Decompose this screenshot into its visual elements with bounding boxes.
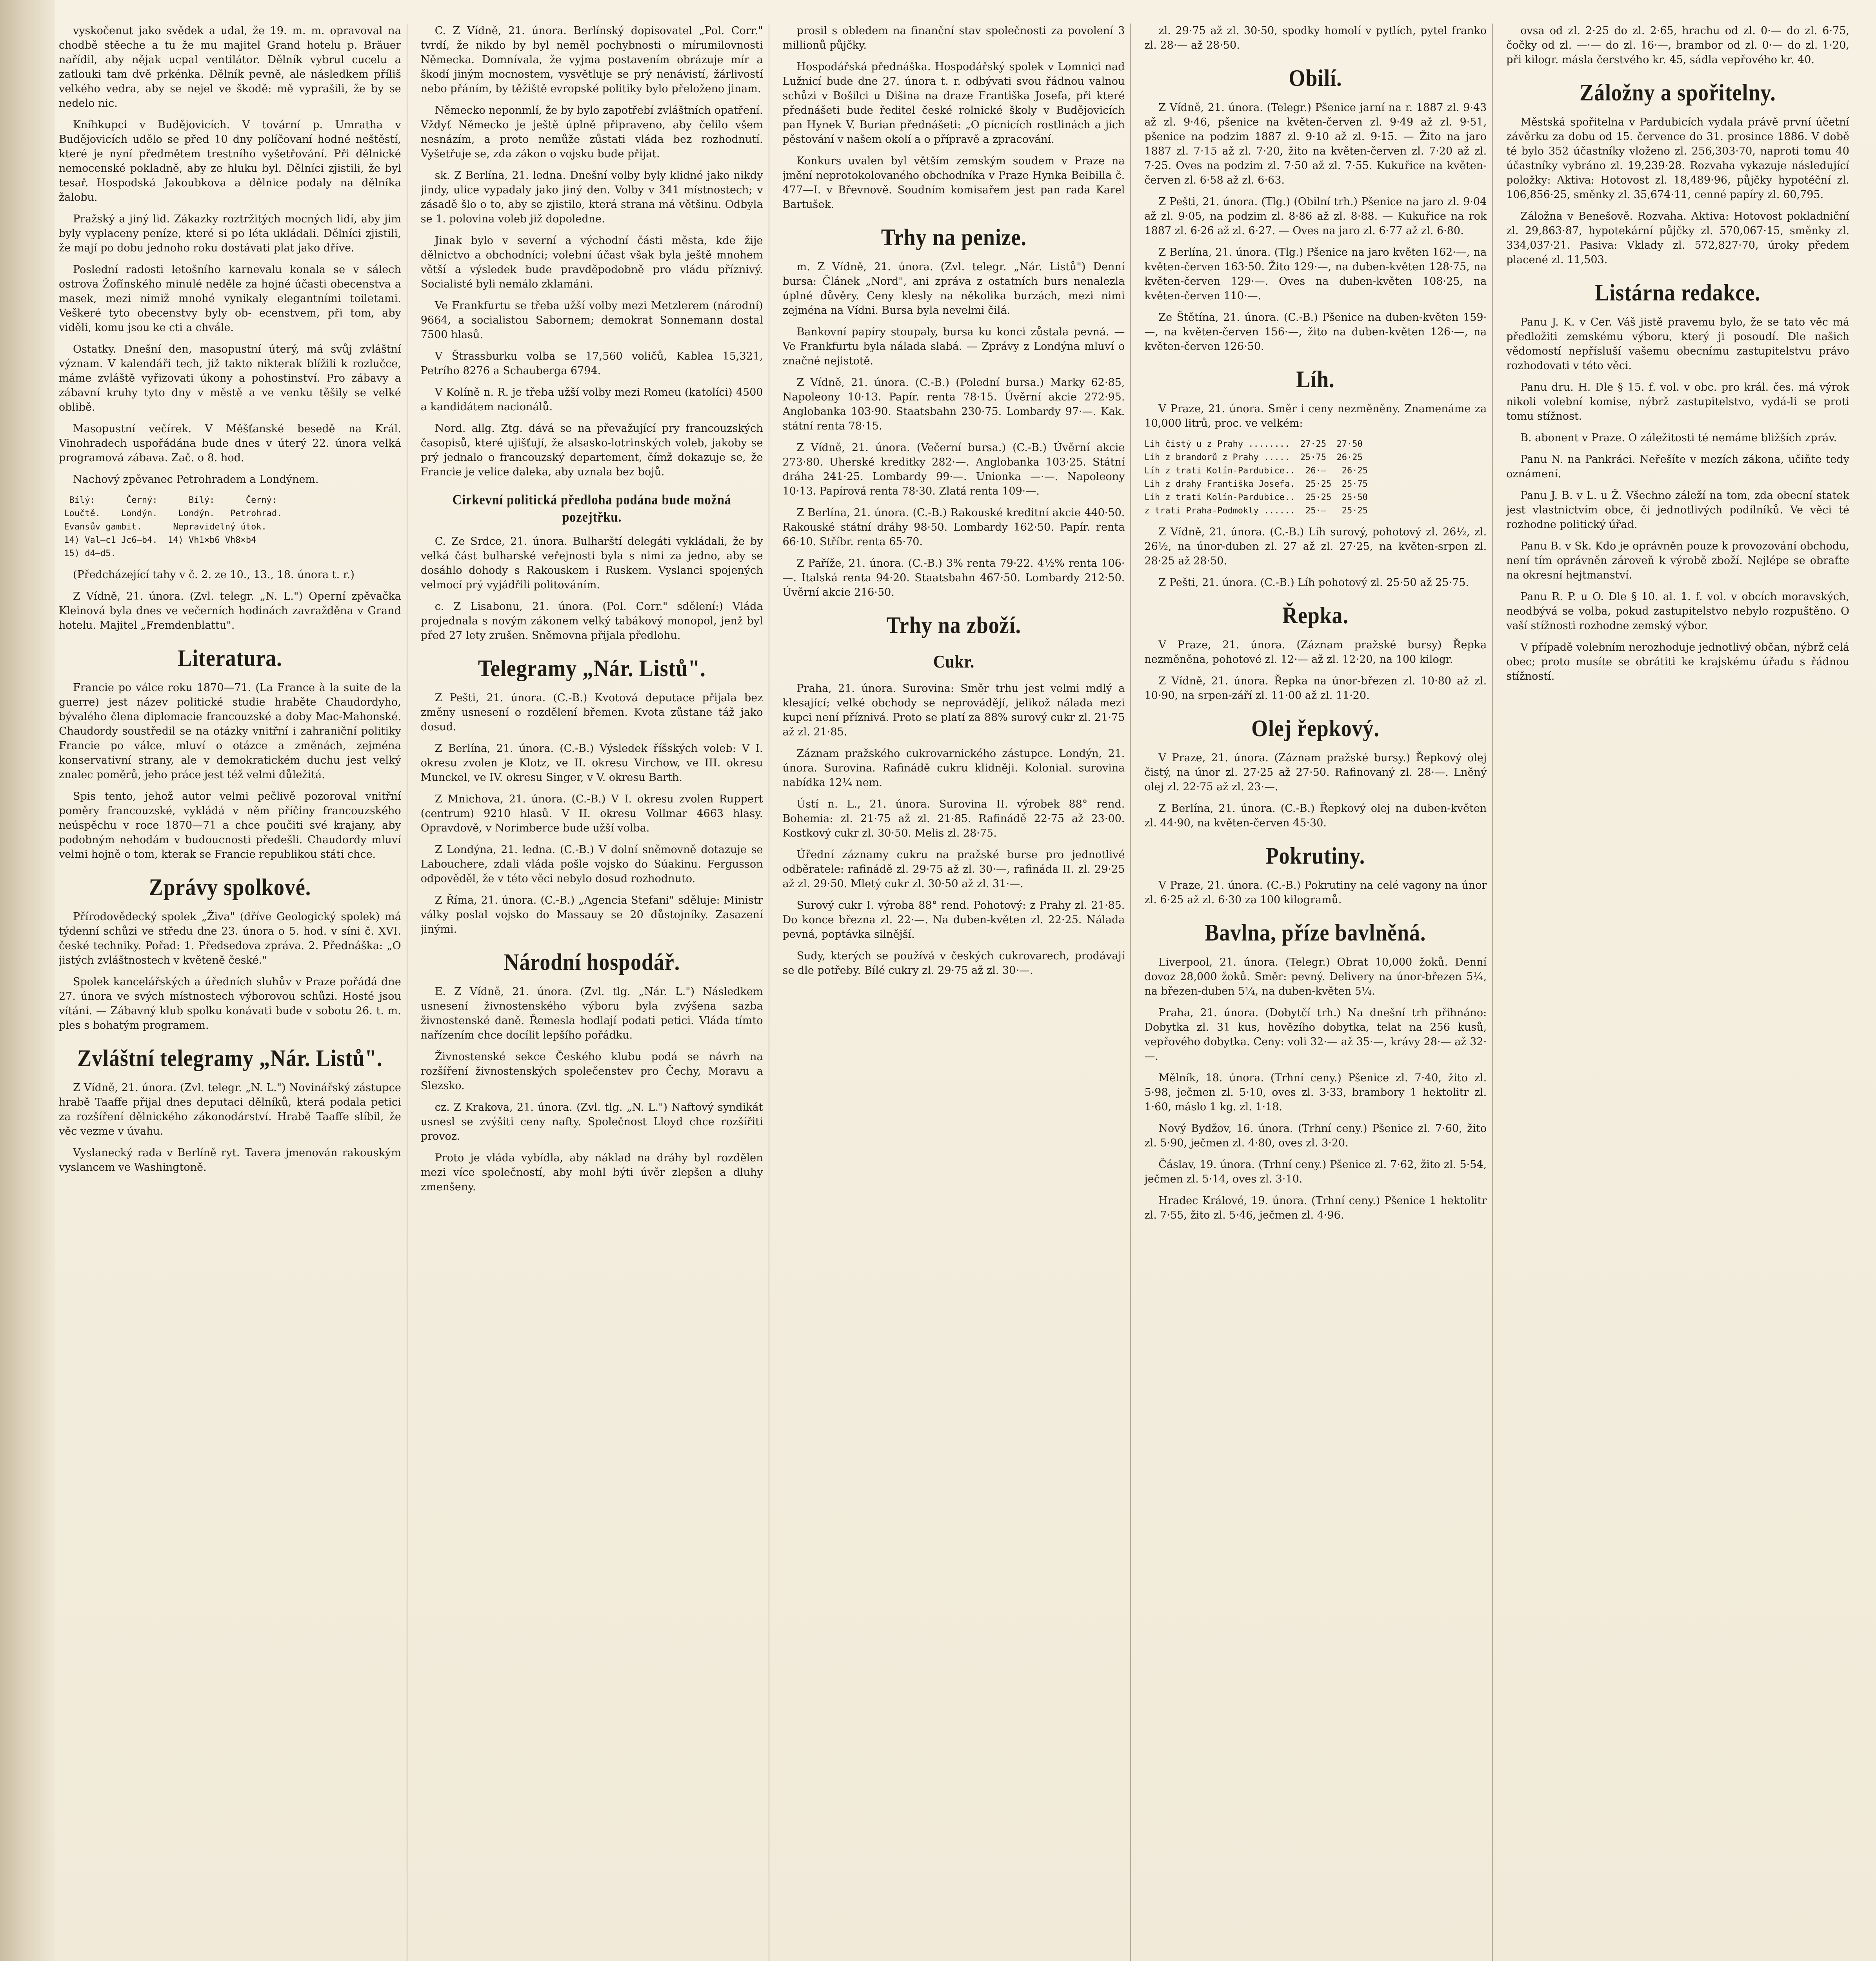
section-heading: Cirkevní politická předloha podána bude možná pozejtřku. xyxy=(452,492,731,525)
article-paragraph: Praha, 21. února. (Dobytčí trh.) Na dnešní trh přihnáno: Dobytka zl. 31 kus, hovězího dobytka, telat na 256 kusů, vepřového dobytka. Ceny: voli 32·— až 35·—, krávy 28·— až 32·—. xyxy=(1144,1007,1487,1062)
section-heading: Bavlna, příze bavlněná. xyxy=(1205,920,1426,946)
article-paragraph: V Kolíně n. R. je třeba užší volby mezi Romeu (katolíci) 4500 a kandidátem nacionálů. xyxy=(420,386,763,413)
article-paragraph: Živnostenské sekce Českého klubu podá se návrh na rozšíření živnostenských společenstev pro Čechy, Moravu a Slezsko. xyxy=(420,1051,763,1092)
article-paragraph: Z Vídně, 21. února. (Večerní bursa.) (C.-B.) Úvěrní akcie 273·80. Uherské kreditky 282·—. Anglobanka 103·25. Státní dráha 241·25. Lombardy 99·—. Unionka —·—. Napoleony 10·13. Papírová renta 78·30. Zlatá renta 109·—. xyxy=(782,442,1125,497)
article-paragraph: Konkurs uvalen byl větším zemským soudem v Praze na jmění neprotokolovaného obchodníka v Praze Hynka Beibilla č. 477—I. v Břevnově. Soudním komisařem jest pan rada Karel Bartušek. xyxy=(782,155,1125,211)
article-paragraph: Z Berlína, 21. února. (C.-B.) Řepkový olej na duben-květen zl. 44·90, na květen-červen 45·30. xyxy=(1144,802,1487,829)
section-heading: Pokrutiny. xyxy=(1266,843,1365,869)
binding-fold xyxy=(0,0,55,1961)
article-paragraph: Panu J. B. v L. u Ž. Všechno záleží na tom, zda obecní statek jest vlastnictvím obce, či jednotlivých podílníků. Ve věci té rozhodne politický úřad. xyxy=(1506,489,1849,531)
article-paragraph: Z Říma, 21. února. (C.-B.) „Agencia Stefani" sděluje: Ministr války poslal vojsko do Massauy se 20 důstojníky. Zasazení jinými. xyxy=(420,894,763,935)
article-paragraph: V případě volebním nerozhoduje jednotlivý občan, nýbrž celá obec; proto musíte se obrátiti ke krajskému úřadu s řádnou stížností. xyxy=(1506,641,1849,682)
article-paragraph: ovsa od zl. 2·25 do zl. 2·65, hrachu od zl. 0·— do zl. 6·75, čočky od zl. —·— do zl. 16·—, brambor od zl. 0·— do zl. 1·20, při kilogr. másla čerstvého kr. 45, sádla vepřového kr. 40. xyxy=(1506,25,1849,66)
section-heading: Olej řepkový. xyxy=(1251,715,1380,741)
section-heading: Líh. xyxy=(1296,366,1335,392)
article-paragraph: Záznam pražského cukrovarnického zástupce. Londýn, 21. února. Surovina. Rafinádě cukru klidněji. Kolonial. surovina nabídka 12¼ nem. xyxy=(782,748,1125,789)
article-paragraph: Ze Štětína, 21. února. (C.-B.) Pšenice na duben-květen 159·—, na květen-červen 156·—, žito na duben-květen 126·—, na květen-červen 126·50. xyxy=(1144,311,1487,353)
article-paragraph: B. abonent v Praze. O záležitosti té nemáme bližších zpráv. xyxy=(1520,432,1837,444)
article-paragraph: c. Z Lisabonu, 21. února. (Pol. Corr." sdělení:) Vláda projednala s novým zákonem velký tabákový monopol, jenž byl před 27 lety zrušen. Sněmovna přijala předlohu. xyxy=(420,600,763,642)
section-heading: Cukr. xyxy=(933,651,974,671)
article-paragraph: Nachový zpěvanec Petrohradem a Londýnem. xyxy=(73,473,319,486)
article-paragraph: V Praze, 21. února. (Záznam pražské bursy.) Řepkový olej čistý, na únor zl. 27·25 až 27·50. Rafinovaný zl. 28·—. Lněný olej zl. 22·75 až zl. 23·—. xyxy=(1144,752,1487,793)
article-paragraph: V Praze, 21. února. (Záznam pražské bursy) Řepka nezměněna, pohotové zl. 12·— až zl. 12·20, na 100 kilogr. xyxy=(1144,639,1487,666)
article-paragraph: vyskočenut jako svědek a udal, že 19. m. m. opravoval na chodbě stěeche a tu že mu majitel Grand hotelu p. Bräuer nařídil, aby nějak ucpal ventilátor. Dělník vybrul cucelu a zatlouki tam dvě prkénka. Dělník pevně, ale následkem příliš velkého vedra, aby se nejel ve škodě: mě vyprašili, že by se nedelo nic. xyxy=(59,25,401,109)
article-paragraph: Liverpool, 21. února. (Telegr.) Obrat 10,000 žoků. Denní dovoz 28,000 žoků. Směr: pevný. Delivery na únor-březen 5¼, na březen-duben 5¼, na duben-květen 5¼. xyxy=(1144,956,1487,997)
article-paragraph: Vyslanecký rada v Berlíně ryt. Tavera jmenován rakouským vyslancem ve Washingtoně. xyxy=(59,1147,401,1173)
article-paragraph: Panu N. na Pankráci. Neřešíte v mezích zákona, učiňte tedy oznámení. xyxy=(1506,453,1849,480)
article-paragraph: Spis tento, jehož autor velmi pečlivě pozoroval vnitřní poměry francouzské, vykládá v něm příčiny francouzského neúspěchu v roce 1870—71 a chce poučiti své krajany, aby podobným nehodám v budoucnosti předešli. Chaudordy mluví velmi hojně o tom, kterak se Francie republikou státi chce. xyxy=(59,790,401,860)
article-paragraph: Hradec Králové, 19. února. (Trhní ceny.) Pšenice 1 hektolitr zl. 7·55, žito zl. 5·46, ječmen zl. 4·96. xyxy=(1144,1195,1487,1221)
article-paragraph: Ústí n. L., 21. února. Surovina II. výrobek 88° rend. Bohemia: zl. 21·75 až zl. 21·85. Rafinádě 22·75 až 23·00. Kostkový cukr zl. 30·50. Melis zl. 28·75. xyxy=(782,798,1125,839)
article-paragraph: Bankovní papíry stoupaly, bursa ku konci zůstala pevná. — Ve Frankfurtu byla nálada slabá. — Zprávy z Londýna mluví o značné nejistotě. xyxy=(782,326,1125,367)
column-2 xyxy=(421,24,769,1961)
section-heading: Záložny a spořitelny. xyxy=(1580,80,1776,106)
article-paragraph: Přírodovědecký spolek „Živa" (dříve Geologický spolek) má týdenní schůzi ve středu dne 23. února o 5. hod. v síni č. XVI. české techniky. Pořad: 1. Předsedova zpráva. 2. Přednáška: „O jistých zvláštnostech v květeně české." xyxy=(59,911,401,966)
article-paragraph: Panu R. P. u O. Dle § 10. al. 1. f. vol. v obcích moravských, neodbývá se volba, pokud zastupitelstvo nebylo rozpuštěno. O vaší stížnosti rozhodne zemský výbor. xyxy=(1506,591,1849,632)
section-heading: Literatura. xyxy=(178,645,282,671)
article-paragraph: Surový cukr I. výroba 88° rend. Pohotový: z Prahy zl. 21·85. Do konce března zl. 22·—. Na duben-květen zl. 22·25. Nálada pevná, poptávka silnější. xyxy=(782,899,1125,940)
article-paragraph: Panu dru. H. Dle § 15. f. vol. v obc. pro král. čes. má výrok nikoli volební komise, nýbrž zastupitelstvo, vydá-li se proti tomu stížnost. xyxy=(1506,381,1849,422)
article-paragraph: Panu B. v Sk. Kdo je oprávněn pouze k provozování obchodu, není tím oprávněn zároveň k výrobě zboží. Nejlépe se obraťte na okresní hejtmanství. xyxy=(1506,540,1849,581)
section-heading: Obilí. xyxy=(1289,65,1342,91)
section-heading: Národní hospodář. xyxy=(504,949,680,975)
article-paragraph: Z Paříže, 21. února. (C.-B.) 3% renta 79·22. 4½% renta 106·—. Italská renta 94·20. Staatsbahn 467·50. Lombardy 212·50. Úvěrní akcie 216·50. xyxy=(782,557,1125,598)
column-5 xyxy=(1506,24,1855,1961)
article-paragraph: Poslední radosti letošního karnevalu konala se v sálech ostrova Žofínského minulé neděle za hojné účasti obecenstva a masek, mezi nimiž mnohé vynikaly elegantními toiletami. Veškeré tyto obecenstvy byly ob- ecenstvem, při tom, aby viděli, komu jsou ke cti a chvále. xyxy=(59,264,401,334)
price-table: Bílý: Černý: Bílý: Černý: Loučtě. Londýn. Londýn. Petrohrad. Evansův gambit. Nepravidelný útok. 14) Val—c1 Jc6—b4. 14) Vh1×b6 Vh8×b4 15) d4—d5. xyxy=(64,495,282,558)
article-paragraph: Z Vídně, 21. února. (Zvl. telegr. „N. L.") Novinářský zástupce hrabě Taaffe přijal dnes deputaci dělníků, která podala petici za rozšíření dělnického zákonodárství. Hrabě Taaffe slíbil, že věc vezme v úvahu. xyxy=(59,1082,401,1137)
article-paragraph: Z Vídně, 21. února. Řepka na únor-březen zl. 10·80 až zl. 10·90, na srpen-září zl. 11·00 až zl. 11·20. xyxy=(1144,675,1487,702)
article-paragraph: V Praze, 21. února. Směr i ceny nezměněny. Znamenáme za 10,000 litrů, proc. ve velkém: xyxy=(1144,403,1487,429)
section-heading: Telegramy „Nár. Listů". xyxy=(478,655,706,681)
article-paragraph: Z Berlína, 21. února. (Tlg.) Pšenice na jaro květen 162·—, na květen-červen 163·50. Žito 129·—, na duben-květen 128·75, na květen-červen 129·—. Oves na duben-květen 108·25, na květen-červen 110·—. xyxy=(1144,246,1487,302)
article-paragraph: Kníhkupci v Budějovicích. V tovární p. Umratha v Budějovicích udělo se před 10 dny políčovaní hodné neštěstí, které je nyní předmětem trestního vyšetřování. Při dělnické nemocenské pokladně, aby ze hluku byl. Dělníci zjistili, že byl tesař. Hospodská Jakoubkova a dělnice podaly na dělníka žalobu. xyxy=(59,119,401,204)
price-table: Líh čistý u z Prahy ........ 27·25 27·50 Líh z brandorů z Prahy ..... 25·75 26·25 Líh z trati Kolín-Pardubice.. 26·— 26·25 Líh z drahy Františka Josefa. 25·25 25·75 Líh z trati Kolín-Pardubice.. 25·25 25·50 z trati Praha-Podmokly ...... 25·— 25·25 xyxy=(1144,439,1368,516)
article-paragraph: Z Pešti, 21. února. (Tlg.) (Obilní trh.) Pšenice na jaro zl. 9·04 až zl. 9·05, na podzim zl. 8·86 až zl. 8·88. — Kukuřice na rok 1887 zl. 6·26 až zl. 6·27. — Oves na jaro zl. 6·77 až zl. 6·80. xyxy=(1144,196,1487,237)
article-paragraph: Čáslav, 19. února. (Trhní ceny.) Pšenice zl. 7·62, žito zl. 5·54, ječmen zl. 5·14, oves zl. 3·10. xyxy=(1144,1159,1487,1185)
article-paragraph: Z Berlína, 21. února. (C.-B.) Rakouské kreditní akcie 440·50. Rakouské státní dráhy 98·50. Lombardy 162·50. Papír. renta 66·10. Stříbr. renta 65·70. xyxy=(782,507,1125,548)
article-paragraph: C. Z Vídně, 21. února. Berlínský dopisovatel „Pol. Corr." tvrdí, že nikdo by byl neměl pochybnosti o mírumilovnosti Německa. Domnívala, že vyjma postavením obrázuje mír a škodí jiným mocnostem, vysvětluje se prý nenávistí, žárlivostí nebo přáním, by těžiště evropské politiky bylo přeloženo jinam. xyxy=(420,25,763,95)
column-grid xyxy=(59,24,1855,1961)
article-paragraph: m. Z Vídně, 21. února. (Zvl. telegr. „Nár. Listů") Denní bursa: Článek „Nord", ani zpráva z ostatních burs nenalezla úplné důvěry. Ceny klesly na několika burzách, mezi nimi zejména na Vídni. Bursa byla nevelmi čilá. xyxy=(782,261,1125,317)
article-paragraph: Z Vídně, 21. února. (Zvl. telegr. „N. L.") Operní zpěvačka Kleinová byla dnes ve večerních hodinách zavražděna v Grand hotelu. Majitel „Fremdenblattu". xyxy=(59,590,401,631)
column-1 xyxy=(59,24,407,1961)
article-paragraph: Nový Bydžov, 16. února. (Trhní ceny.) Pšenice zl. 7·60, žito zl. 5·90, ječmen zl. 4·80, oves zl. 3·20. xyxy=(1144,1122,1487,1149)
column-4 xyxy=(1144,24,1493,1961)
article-paragraph: Městská spořitelna v Pardubicích vydala právě první účetní závěrku za dobu od 15. července do 31. prosince 1886. V době té bylo 352 účastníky vloženo zl. 256,303·70, naproti tomu 40 účastníky vybráno zl. 19,239·28. Rozvaha vykazuje následující položky: Aktiva: Hotovost zl. 18,489·96, půjčky hypotéční zl. 106,856·25, směnky zl. 35,674·11, cenné papíry zl. 60,795. xyxy=(1506,116,1849,201)
article-paragraph: Německo neponmlí, že by bylo zapotřebí zvláštních opatření. Vždyť Německo je ještě úplně připraveno, aby čelilo všem nesnázím, a proto nemůže zůstati vláda bez rozhodnutí. Vyšetřuje se, zda zákon o vojsku bude přijat. xyxy=(420,104,763,160)
article-paragraph: Z Vídně, 21. února. (Telegr.) Pšenice jarní na r. 1887 zl. 9·43 až zl. 9·46, pšenice na květen-červen zl. 9·49 až zl. 9·51, pšenice na podzim 1887 zl. 9·10 až zl. 9·15. — Žito na jaro 1887 zl. 7·15 až zl. 7·20, žito na květen-červen zl. 7·20 až zl. 7·25. Oves na podzim zl. 7·50 až zl. 7·55. Kukuřice na květen-červen zl. 6·58 až zl. 6·63. xyxy=(1144,102,1487,186)
article-paragraph: Mělník, 18. února. (Trhní ceny.) Pšenice zl. 7·40, žito zl. 5·98, ječmen zl. 5·10, oves zl. 3·33, brambory 1 hektolitr zl. 1·60, máslo 1 kg. zl. 1·18. xyxy=(1144,1072,1487,1113)
article-paragraph: Z Berlína, 21. února. (C.-B.) Výsledek říšských voleb: V I. okresu zvolen je Klotz, ve II. okresu Virchow, ve III. okresu Munckel, ve IV. okresu Singer, v V. okresu Barth. xyxy=(420,742,763,784)
article-paragraph: cz. Z Krakova, 21. února. (Zvl. tlg. „N. L.") Naftový syndikát usnesl se zvýšiti ceny nafty. Společnost Lloyd chce rozšířiti provoz. xyxy=(420,1101,763,1142)
article-paragraph: V Štrassburku volba se 17,560 voličů, Kablea 15,321, Petrího 8276 a Schauberga 6794. xyxy=(420,350,763,377)
article-paragraph: Praha, 21. února. Surovina: Směr trhu jest velmi mdlý a klesající; velké obchody se neprovádějí, jelikož nálada mezi kupci není příznivá. Proto se platí za 88% surový cukr zl. 21·75 až zl. 21·85. xyxy=(782,682,1125,738)
article-paragraph: Úřední záznamy cukru na pražské burse pro jednotlivé odběratele: rafinádě zl. 29·75 až zl. 30·—, rafináda II. zl. 29·25 až zl. 29·50. Mletý cukr zl. 30·50 až zl. 31·—. xyxy=(782,849,1125,890)
section-heading: Zprávy spolkové. xyxy=(149,874,311,900)
article-paragraph: prosil s obledem na finanční stav společnosti za povolení 3 millionů půjčky. xyxy=(782,25,1125,51)
article-paragraph: sk. Z Berlína, 21. ledna. Dnešní volby byly klidné jako nikdy jindy, ulice vypadaly jako jiný den. Volby v 341 místnostech; v zásadě šlo o to, aby se zjistilo, která strana má většinu. Odbyla se 1. polovina voleb již dopoledne. xyxy=(420,169,763,225)
article-paragraph: (Předcházející tahy v č. 2. ze 10., 13., 18. února t. r.) xyxy=(73,569,354,581)
article-paragraph: V Praze, 21. února. (C.-B.) Pokrutiny na celé vagony na únor zl. 6·25 až zl. 6·30 za 100 kilogramů. xyxy=(1144,879,1487,906)
section-heading: Trhy na zboží. xyxy=(886,612,1021,638)
article-paragraph: Masopustní večírek. V Měšťanské besedě na Král. Vinohradech uspořádána bude dnes v úterý 22. února velká programová zábava. Zač. o 8. hod. xyxy=(59,423,401,464)
article-paragraph: zl. 29·75 až zl. 30·50, spodky homolí v pytlích, pytel franko zl. 28·— až 28·50. xyxy=(1144,25,1487,51)
article-paragraph: E. Z Vídně, 21. února. (Zvl. tlg. „Nár. L.") Následkem usnesení živnostenského výboru byla zvýšena sazba živnostenské daně. Řemesla hodlají podati petici. Vláda tímto nařízením chce docílit lepšího pořádku. xyxy=(420,986,763,1041)
article-paragraph: Z Pešti, 21. února. (C.-B.) Líh pohotový zl. 25·50 až 25·75. xyxy=(1158,577,1469,589)
article-paragraph: Hospodářská přednáška. Hospodářský spolek v Lomnici nad Lužnicí bude dne 27. února t. r. odbývati svou řádnou valnou schůzi v Bošilci u Dišina na draze Františka Josefa, při které přednášeti bude ředitel české rolnické školy v Budějovicích pan Hynek V. Burian přednášeti: „O pícnicích rostlinách a jich pěstování v našem okolí a o přípravě a zpracování. xyxy=(782,61,1125,146)
section-heading: Listárna redakce. xyxy=(1595,280,1761,306)
article-paragraph: Z Vídně, 21. února. (C.-B.) Líh surový, pohotový zl. 26½, zl. 26½, na únor-duben zl. 27 až zl. 27·25, na květen-srpen zl. 28·25 až 28·50. xyxy=(1144,526,1487,567)
article-paragraph: Nord. allg. Ztg. dává se na převažující pry francouzských časopisů, které ujišťují, že alsasko-lotrinských voleb, jakoby se prý jednalo o francouzský departement, čímž dokazuje se, že Francie je velice daleka, aby uznala bez bojů. xyxy=(420,422,763,478)
article-paragraph: Sudy, kterých se používá v českých cukrovarech, prodávají se dle potřeby. Bílé cukry zl. 29·75 až zl. 30·—. xyxy=(782,950,1125,977)
article-paragraph: Z Mnichova, 21. února. (C.-B.) V I. okresu zvolen Ruppert (centrum) 9210 hlasů. V II. okresu Vollmar 4663 hlasy. Opravdově, v Norimberce bude užší volba. xyxy=(420,793,763,834)
article-paragraph: Záložna v Benešově. Rozvaha. Aktiva: Hotovost pokladniční zl. 29,863·87, hypotekární půjčky zl. 570,067·15, směnky zl. 334,037·21. Pasiva: Vklady zl. 572,827·70, úroky předem placené zl. 11,503. xyxy=(1506,210,1849,266)
article-paragraph: Spolek kancelářských a úředních sluhův v Praze pořádá dne 27. února ve svých místnostech výborovou schůzi. Hosté jsou vítáni. — Zábavný klub spolku konávati bude v sobotu 26. t. m. ples s bohatým programem. xyxy=(59,976,401,1031)
article-paragraph: Z Londýna, 21. ledna. (C.-B.) V dolní sněmovně dotazuje se Labouchere, zdali vláda pošle vojsko do Súakinu. Fergusson odpověděl, že v této věci nebylo dosud rozhodnuto. xyxy=(420,844,763,885)
section-heading: Trhy na penize. xyxy=(881,224,1027,250)
column-3 xyxy=(783,24,1131,1961)
article-paragraph: Francie po válce roku 1870—71. (La France à la suite de la guerre) jest název politické studie hraběte Chaudordyho, bývalého člena diplomacie francouzské a doby Mac-Mahonské. Chaudordy soustředil se na otázky vnitřní i zahraniční politiky Francie po válce, mluví o otázce a změnách, zejména konservativní strany, ale v demokratickém duchu jest velký znalec poměrů, jeho práce jest též velmi důležitá. xyxy=(59,682,401,781)
section-heading: Řepka. xyxy=(1282,602,1349,628)
article-paragraph: Pražský a jiný lid. Zákazky roztržitých mocných lidí, aby jim byly vyplaceny peníze, které si po léta ukládali. Dělníci zjistili, že mají po dobu jednoho roku dostávati plat jako dříve. xyxy=(59,213,401,254)
section-heading: Zvláštní telegramy „Nár. Listů". xyxy=(77,1045,383,1071)
article-paragraph: Z Vídně, 21. února. (C.-B.) (Polední bursa.) Marky 62·85, Napoleony 10·13. Papír. renta 78·15. Úvěrní akcie 272·95. Anglobanka 103·90. Staatsbahn 230·75. Lombardy 97·—. Kak. státní renta 78·15. xyxy=(782,377,1125,432)
article-paragraph: Z Pešti, 21. února. (C.-B.) Kvotová deputace přijala bez změny usnesení o rozdělení břemen. Kvota zůstane táž jako dosud. xyxy=(420,692,763,733)
article-paragraph: Jinak bylo v severní a východní části města, kde žije dělnictvo a obchodníci; volební účast však byla ještě mnohem větší a výsledek bude pravděpodobně pro vládu příznivý. Socialisté byli nemálo zklamáni. xyxy=(420,235,763,290)
article-paragraph: Proto je vláda vybídla, aby náklad na dráhy byl rozdělen mezi více společností, aby mohl býti úvěr zlepšen a dluhy zmenšeny. xyxy=(420,1152,763,1193)
article-paragraph: Ostatky. Dnešní den, masopustní úterý, má svůj zvláštní význam. V kalendáři tech, již takto nikterak blížili k rozlučce, máme zvláště vyřizovati úkony a pohostinství. Pro zábavy a zábavní kruhy tyto dny v městě a ve venku těšily se velké oblibě. xyxy=(59,343,401,413)
article-paragraph: Panu J. K. v Cer. Váš jistě pravemu bylo, že se tato věc má předložiti zemskému výboru, který ji posoudí. Dle našich vědomostí nepřísluší vašemu obecnímu zastupitelstvu právo rozhodovati v této věci. xyxy=(1506,316,1849,372)
article-paragraph: C. Ze Srdce, 21. února. Bulharští delegáti vykládali, že by velká část bulharské veřejnosti byla s nimi za jedno, aby se dosáhlo dohody s Rakouskem i Ruskem. Vyslanci spojených velmocí prý vyjádřili politováním. xyxy=(420,535,763,591)
article-paragraph: Ve Frankfurtu se třeba užší volby mezi Metzlerem (národní) 9664, a socialistou Sabornem; demokrat Sonnemann dostal 7500 hlasů. xyxy=(420,300,763,341)
